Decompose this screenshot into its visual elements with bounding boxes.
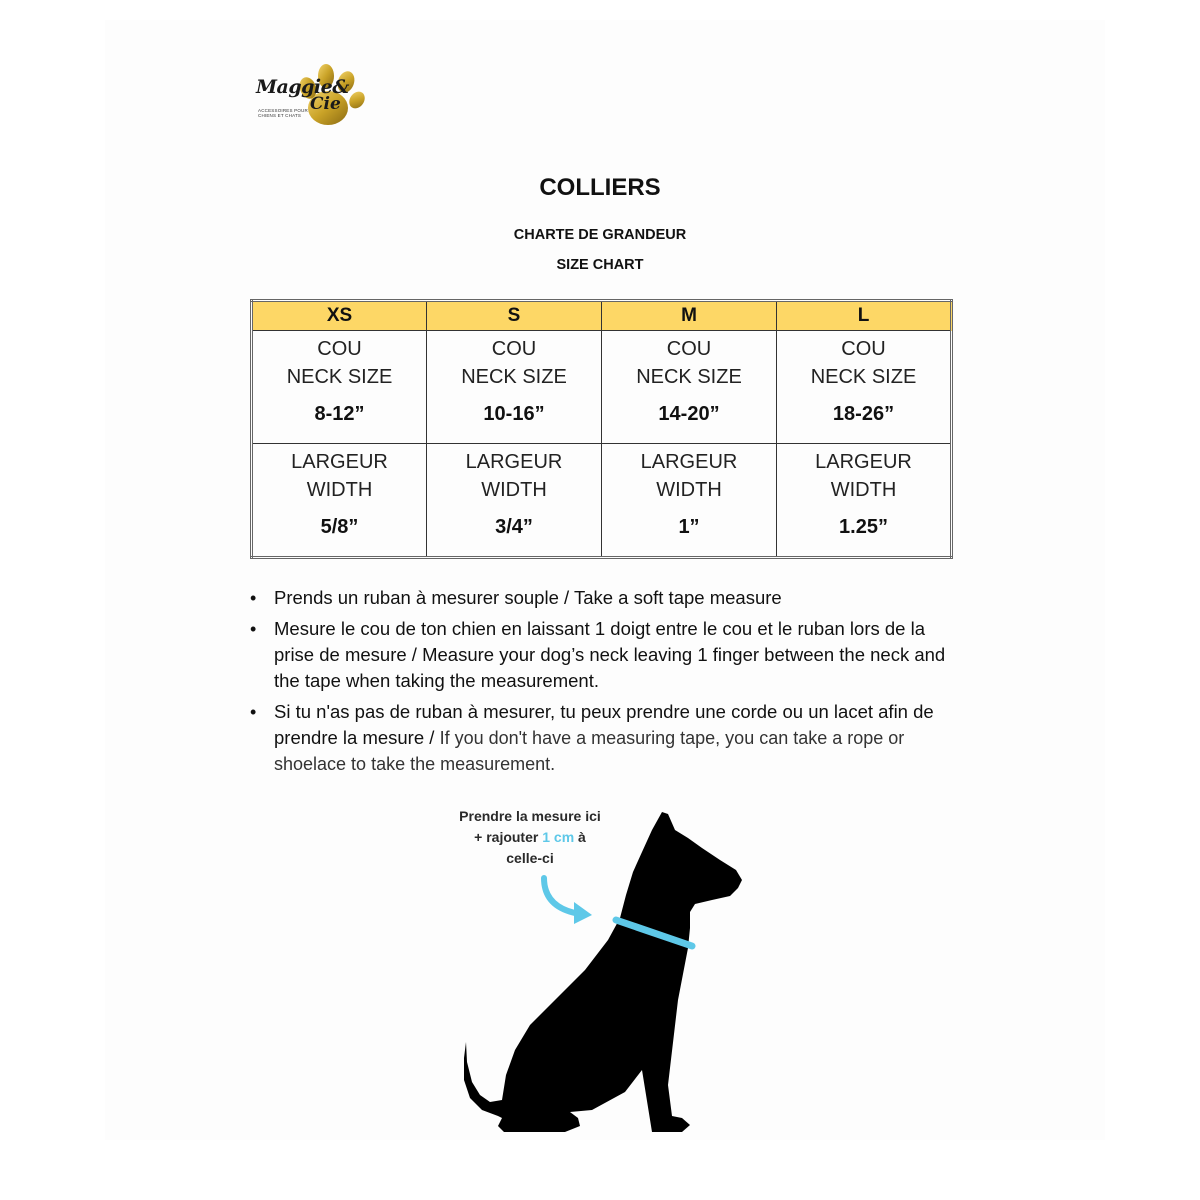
callout-prefix: + rajouter — [474, 829, 543, 845]
measure-callout — [430, 806, 630, 869]
width-label-fr: LARGEUR — [815, 451, 912, 473]
neck-value: 10-16” — [483, 403, 545, 425]
subtitle-english: SIZE CHART — [556, 257, 644, 273]
size-header-s: S — [427, 301, 602, 331]
neck-value: 8-12” — [314, 403, 365, 425]
width-value: 1.25” — [839, 516, 888, 538]
neck-cell-l — [777, 331, 952, 444]
instruction-fr: Mesure le cou de ton chien en laissant 1 doigt entre le cou et le ruban lors de la prise de mesure / — [274, 618, 925, 665]
instruction-en: Take a soft tape measure — [573, 587, 782, 608]
width-cell-xs — [252, 444, 427, 558]
width-label-en: WIDTH — [830, 479, 897, 501]
instruction-fr: Si tu n'as pas de ruban à mesurer, tu peux prendre une corde ou un lacet afin de prendre la mesure / — [274, 701, 934, 748]
callout-suffix: à — [574, 829, 586, 845]
size-header-m: M — [602, 301, 777, 331]
neck-cell-m — [602, 331, 777, 444]
width-label-fr: LARGEUR — [640, 451, 738, 473]
table-header-row — [252, 301, 952, 331]
bullet-icon: • — [250, 619, 257, 639]
subtitle-french: CHARTE DE GRANDEUR — [513, 227, 687, 243]
width-cell-m — [602, 444, 777, 558]
callout-line-3: celle-ci — [506, 850, 554, 866]
callout-line-1: Prendre la mesure ici — [459, 808, 601, 824]
bullet-icon: • — [250, 702, 257, 722]
neck-label-en: NECK SIZE — [461, 366, 567, 388]
neck-label-en: NECK SIZE — [286, 366, 393, 388]
size-header-xs: XS — [252, 301, 427, 331]
width-label-en: WIDTH — [481, 479, 547, 501]
width-label-fr: LARGEUR — [291, 451, 388, 473]
size-header-l: L — [777, 301, 952, 331]
width-label-fr: LARGEUR — [465, 451, 563, 473]
neck-value: 18-26” — [832, 403, 895, 425]
table-row-width — [252, 444, 952, 558]
size-chart-table — [250, 299, 953, 559]
logo-tagline: ACCESSOIRES POUR CHIENS ET CHATS — [258, 108, 308, 118]
neck-cell-s — [427, 331, 602, 444]
instruction-en: If you don't have a measuring tape, you can take a rope or shoelace to take the measurement. — [274, 728, 905, 774]
neck-cell-xs — [252, 331, 427, 444]
neck-label-fr: COU — [317, 338, 362, 360]
callout-line-2 — [430, 827, 630, 848]
instruction-fr: Prends un ruban à mesurer souple / — [274, 587, 574, 608]
instruction-item — [248, 699, 953, 777]
neck-label-en: NECK SIZE — [636, 366, 742, 388]
table-row-neck — [252, 331, 952, 444]
neck-label-fr: COU — [666, 338, 712, 360]
instructions-list — [248, 585, 953, 782]
dog-illustration — [420, 800, 770, 1140]
page-title: COLLIERS — [539, 174, 661, 201]
neck-value: 14-20” — [658, 403, 720, 425]
instruction-item — [248, 616, 953, 694]
bullet-icon: • — [250, 588, 257, 608]
logo-name: Maggie& — [256, 76, 349, 98]
width-value: 3/4” — [495, 516, 533, 538]
logo-name-suffix: Cie — [310, 94, 341, 114]
neck-label-en: NECK SIZE — [810, 366, 917, 388]
callout-accent: 1 cm — [542, 829, 575, 845]
width-cell-s — [427, 444, 602, 558]
neck-label-fr: COU — [841, 338, 886, 360]
brand-logo — [254, 62, 366, 132]
width-value: 1” — [678, 516, 700, 538]
width-label-en: WIDTH — [656, 479, 722, 501]
width-label-en: WIDTH — [306, 479, 373, 501]
instruction-item — [248, 585, 953, 611]
neck-label-fr: COU — [491, 338, 537, 360]
width-cell-l — [777, 444, 952, 558]
instruction-en: Measure your dog’s neck leaving 1 finger between the neck and the tape when taking the measurement. — [274, 644, 946, 691]
width-value: 5/8” — [320, 516, 359, 538]
